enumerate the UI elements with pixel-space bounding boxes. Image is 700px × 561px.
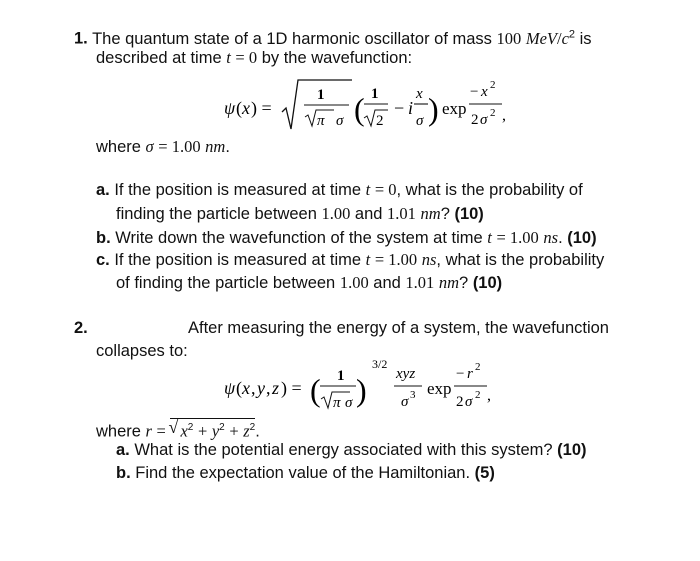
svg-text:x: x [242, 378, 250, 398]
svg-text:σ: σ [345, 395, 353, 411]
svg-text:2: 2 [475, 361, 481, 373]
svg-text:y: y [257, 378, 265, 398]
svg-text:,: , [266, 378, 271, 398]
svg-text:(: ( [354, 91, 365, 127]
svg-text:) =: ) = [281, 378, 302, 398]
svg-text:π: π [333, 395, 341, 411]
problem1-part-a-line2: finding the particle between 1.00 and 1.01 nm? (10) [116, 204, 484, 223]
svg-text:x: x [481, 84, 488, 100]
svg-text:z: z [272, 378, 280, 398]
svg-text:ψ: ψ [224, 98, 236, 118]
svg-text:1: 1 [317, 87, 325, 103]
problem2-part-a [116, 440, 587, 460]
problem1-part-c-line2: of finding the particle between 1.00 and 1.01 nm? (10) [116, 273, 503, 292]
svg-text:(: ( [236, 378, 242, 398]
svg-text:1: 1 [337, 368, 345, 384]
problem1-where-line: where σ = 1.00 nm. [96, 137, 230, 156]
part-points: (10) [472, 274, 503, 292]
problem1-part-c: c. If the position is measured at time t = 1.00 ns, what is the probability [96, 250, 605, 269]
svg-text:,: , [502, 107, 506, 124]
svg-text:) =: ) = [251, 98, 272, 118]
svg-text:3: 3 [410, 389, 416, 401]
part-points: (10) [567, 229, 597, 247]
problem1-part-b: b. Write down the wavefunction of the system at time t = 1.00 ns. (10) [96, 228, 597, 247]
svg-text:2: 2 [376, 113, 384, 129]
svg-text:σ: σ [465, 394, 473, 410]
problem1-equation [224, 74, 514, 142]
svg-text:−: − [456, 366, 465, 382]
problem2-intro-line2: collapses to: [96, 342, 188, 360]
svg-text:,: , [251, 378, 256, 398]
svg-text:(: ( [236, 98, 242, 118]
svg-text:2: 2 [490, 79, 496, 91]
problem2-part-b [116, 463, 495, 483]
part-text: Find the expectation value of the Hamiltonian. [135, 464, 471, 482]
svg-text:i: i [408, 98, 414, 118]
svg-text:): ) [356, 372, 367, 408]
svg-text:xyz: xyz [396, 366, 416, 382]
svg-text:σ: σ [416, 113, 424, 129]
part-points: (10) [557, 441, 587, 459]
svg-text:2: 2 [475, 389, 481, 401]
svg-text:(: ( [310, 372, 321, 408]
part-points: (5) [474, 464, 495, 482]
svg-text:exp: exp [427, 379, 452, 398]
svg-text:x: x [416, 86, 423, 102]
part-label: a. [116, 441, 130, 459]
svg-text:π: π [317, 113, 325, 129]
problem1-part-a: a. If the position is measured at time t = 0, what is the probability of [96, 180, 583, 199]
problem1-intro-line1: The quantum state of a 1D harmonic oscillator of mass 100 MeV/$c^2$ is [92, 28, 592, 48]
part-label: a. [96, 181, 110, 199]
svg-text:σ: σ [480, 112, 488, 128]
svg-text:−: − [394, 98, 405, 118]
svg-text:ψ: ψ [224, 378, 236, 398]
problem1-line1 [74, 24, 592, 49]
svg-text:2: 2 [471, 112, 479, 128]
part-label: b. [96, 229, 111, 247]
part-label: b. [116, 464, 131, 482]
part-label: c. [96, 251, 110, 269]
svg-text:2: 2 [456, 394, 464, 410]
part-points: (10) [454, 205, 484, 223]
problem1-number: 1. [74, 29, 88, 48]
svg-text:exp: exp [442, 99, 467, 118]
svg-text:r: r [467, 366, 473, 382]
svg-text:x: x [242, 98, 250, 118]
svg-text:σ: σ [401, 394, 409, 410]
part-text: What is the potential energy associated with this system? [134, 441, 553, 459]
problem1-intro-line2: described at time t = 0 by the wavefunction: [96, 48, 413, 67]
svg-text:,: , [487, 387, 491, 404]
svg-text:3/2: 3/2 [372, 357, 388, 371]
svg-text:−: − [470, 84, 479, 100]
problem2-intro-line1: After measuring the energy of a system, the wavefunction [188, 319, 609, 337]
problem2-number: 2. [74, 319, 88, 337]
svg-text:σ: σ [336, 113, 344, 129]
svg-text:): ) [428, 91, 439, 127]
svg-text:2: 2 [490, 107, 496, 119]
svg-text:1: 1 [371, 86, 379, 102]
problem2-equation [224, 356, 514, 418]
problem2-where-line: where r = √ $x^2 + y^2 + z^2$. [96, 417, 260, 441]
